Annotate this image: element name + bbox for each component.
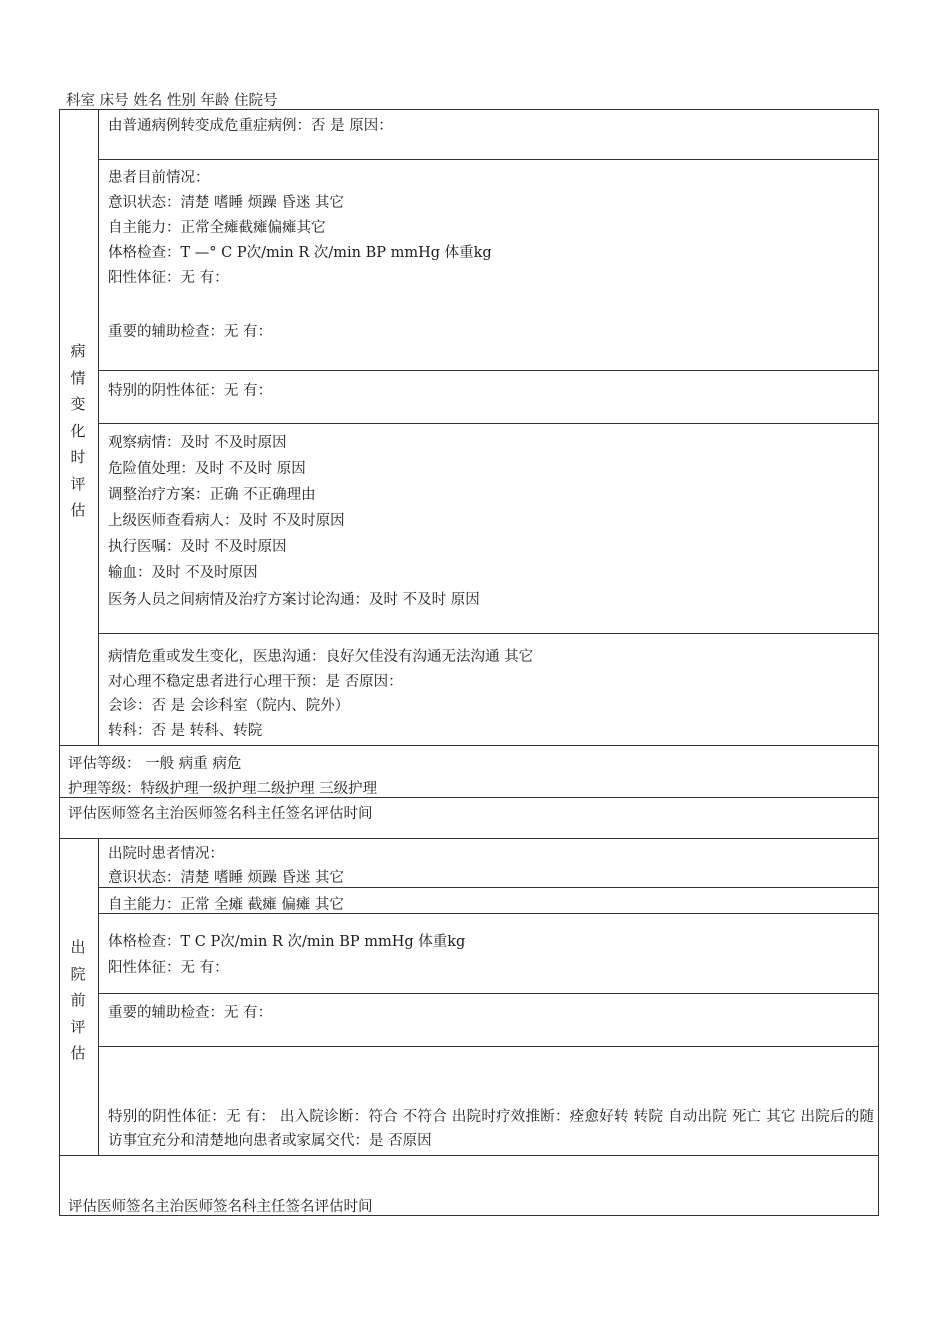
discharge-physical-exam-field: 体格检查：T C P次/min R 次/min BP mmHg 体重kg	[108, 934, 466, 950]
label-char: 化	[70, 421, 86, 440]
critical-value-field: 危险值处理：及时 不及时 原因	[108, 461, 306, 477]
auxiliary-exam-field: 重要的辅助检查：无 有：	[108, 324, 273, 340]
label-char: 情	[70, 368, 86, 387]
signature-line-1: 评估医师签名主治医师签名科主任签名评估时间	[68, 806, 373, 822]
row-divider	[98, 993, 879, 994]
self-care-field: 自主能力：正常全瘫截瘫偏瘫其它	[108, 220, 326, 236]
psych-intervention-field: 对心理不稳定患者进行心理干预：是 否原因：	[108, 674, 403, 690]
label-char: 评	[70, 474, 86, 493]
consciousness-field: 意识状态：清楚 嗜睡 烦躁 昏迷 其它	[108, 195, 344, 211]
transfusion-field: 输血：及时 不及时原因	[108, 565, 258, 581]
label-char: 病	[70, 342, 86, 360]
negative-signs-field: 特别的阴性体征：无 有：	[108, 383, 273, 399]
observe-condition-field: 观察病情：及时 不及时原因	[108, 435, 287, 451]
row-divider	[98, 159, 879, 160]
discharge-positive-signs-field: 阳性体征：无 有：	[108, 960, 229, 976]
patient-info-header: 科室 床号 姓名 性别 年龄 住院号	[66, 93, 278, 109]
row-divider	[98, 633, 879, 634]
treatment-adjust-field: 调整治疗方案：正确 不正确理由	[108, 487, 316, 503]
signature-line-2: 评估医师签名主治医师签名科主任签名评估时间	[68, 1199, 373, 1215]
discharge-condition-title: 出院时患者情况：	[108, 846, 224, 862]
consultation-field: 会诊：否 是 会诊科室（院内、院外）	[108, 698, 350, 714]
row-divider	[98, 1046, 879, 1047]
nursing-grade-field: 护理等级：特级护理一级护理二级护理 三级护理	[68, 781, 378, 797]
orders-execution-field: 执行医嘱：及时 不及时原因	[108, 539, 287, 555]
label-char: 变	[70, 395, 86, 413]
section-divider	[98, 838, 99, 1156]
label-char: 时	[70, 448, 86, 466]
label-char: 院	[70, 964, 86, 983]
senior-doctor-field: 上级医师查看病人：及时 不及时原因	[108, 513, 345, 529]
discharge-label	[59, 934, 97, 1067]
label-char: 出	[70, 938, 86, 956]
label-char: 前	[70, 991, 86, 1009]
current-condition-title: 患者目前情况：	[108, 170, 210, 186]
staff-communication-field: 医务人员之间病情及治疗方案讨论沟通：及时 不及时 原因	[108, 592, 480, 608]
doctor-patient-communication-field: 病情危重或发生变化，医患沟通：良好欠佳没有沟通无法沟通 其它	[108, 649, 534, 665]
positive-signs-field: 阳性体征：无 有：	[108, 270, 229, 286]
discharge-summary-field: 特别的阴性体征：无 有： 出入院诊断：符合 不符合 出院时疗效推断：痊愈好转 转院 自动出院 死亡 其它 出院后的随访事宜充分和清楚地向患者或家属交代：是 否原因	[108, 1109, 874, 1149]
discharge-auxiliary-exam-field: 重要的辅助检查：无 有：	[108, 1005, 273, 1021]
assessment-grade-field: 评估等级： 一般 病重 病危	[68, 756, 242, 772]
section-divider	[98, 109, 99, 746]
label-char: 估	[70, 501, 86, 519]
discharge-self-care-field: 自主能力：正常 全瘫 截瘫 偏瘫 其它	[108, 897, 344, 913]
condition-change-label	[59, 338, 97, 524]
discharge-consciousness-field: 意识状态：清楚 嗜睡 烦躁 昏迷 其它	[108, 870, 344, 886]
row-divider	[98, 423, 879, 424]
label-char: 估	[70, 1044, 86, 1062]
physical-exam-field: 体格检查：T —° C P次/min R 次/min BP mmHg 体重kg	[108, 245, 492, 261]
transfer-field: 转科：否 是 转科、转院	[108, 723, 263, 739]
label-char: 评	[70, 1017, 86, 1036]
critical-conversion-field: 由普通病例转变成危重症病例：否 是 原因：	[108, 118, 393, 134]
row-divider	[98, 370, 879, 371]
